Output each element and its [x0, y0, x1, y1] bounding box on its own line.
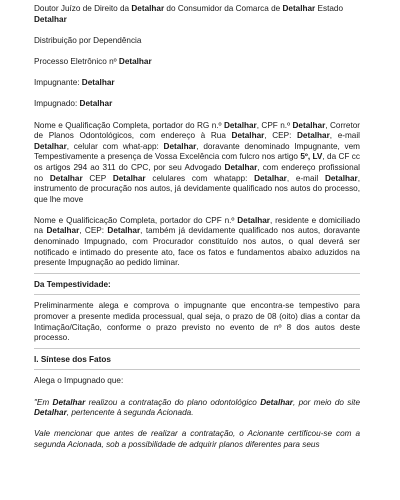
process-number: Processo Eletrônico nº Detalhar — [34, 56, 152, 66]
alega-line: Alega o Impugnado que: — [34, 376, 124, 386]
quote-paragraph-2: Vale mencionar que antes de realizar a contratação, o Acionante certificou-se com a segunda Acionada, sob a possibilidade de adquirir planos diferentes para seus — [34, 429, 360, 449]
impugnado-qualification-paragraph: Nome e Qualificicação Completa, portador do CPF n.º Detalhar, residente e domiciliado na Detalhar, CEP: Detalhar, também já devidamente qualificado nos autos, doravante denominado Impugnado, com Procurador constituído nos autos, o qual deverá ser notificado e intimado do presente ato, face os fatos e fundamentos abaixo aduzidos na presente Impugnação ao pedido liminar. — [34, 215, 361, 268]
document-body — [34, 4, 360, 451]
qualification-paragraph: Nome e Qualificação Completa, portador do RG n.º Detalhar, CPF n.º Detalhar, Corretor de Planos Odontológicos, com endereço à Rua Detalhar, CEP: Detalhar, e-mail Detalhar, celular com what-app: Detalhar, doravante denominado Impugnante, vem Tempestivamente a presença de Vossa Excelência com fulcro nos artigo 5º, LV, da CF cc os artigos 294 ao 311 do CPC, por seu Advogado Detalhar, com endereço profissional no Detalhar CEP Detalhar celulares com whatapp: Detalhar, e-mail Detalhar, instrumento de procuração nos autos, já devidamente qualificado nos autos do processo, que lhe move — [34, 120, 361, 204]
section-title-sintese: I. Síntese dos Fatos — [34, 354, 111, 364]
court-address: Doutor Juízo de Direito da Detalhar do Consumidor da Comarca de Detalhar Estado — [34, 4, 344, 13]
impugnante-line: Impugnante: Detalhar — [34, 78, 115, 88]
impugnado-line: Impugnado: Detalhar — [34, 99, 113, 109]
quote-paragraph-1: "Em Detalhar realizou a contratação do plano odontológico Detalhar, por meio do site Detalhar, pertencente à segunda Acionada. — [34, 397, 360, 418]
distribution-line: Distribuição por Dependência — [34, 35, 142, 45]
court-address-line2: Detalhar — [34, 14, 67, 24]
section-title-tempestividade: Da Tempestividade: — [34, 279, 111, 289]
tempestividade-paragraph: Preliminarmente alega e comprova o impugnante que encontra-se tempestivo para promover a presente medida processual, qual seja, o prazo de 08 (oito) dias a contar da Intimação/Citação, conforme o prazo previsto no evento de nº 8 dos autos deste processo. — [34, 301, 360, 343]
